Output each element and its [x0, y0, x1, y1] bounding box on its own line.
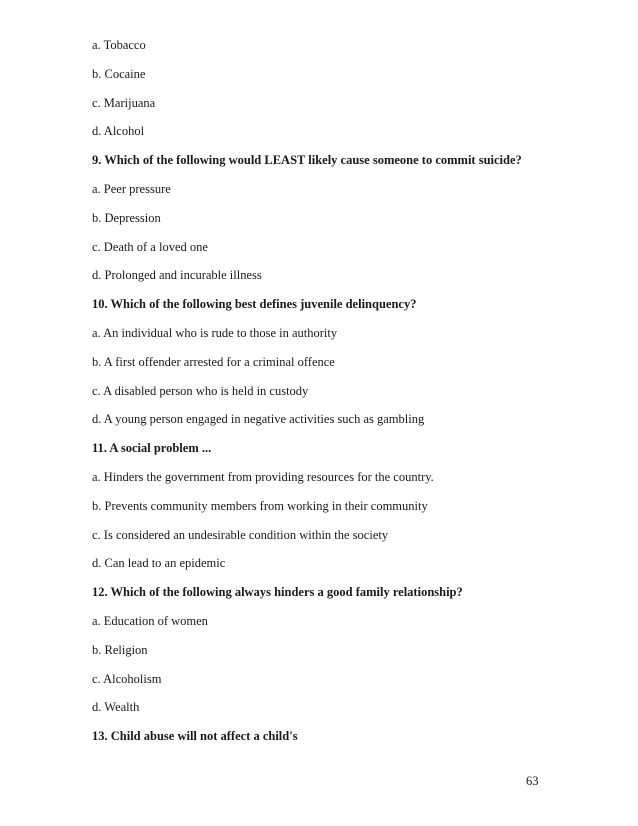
answer-option: d. Alcohol [92, 124, 145, 138]
answer-option: b. Cocaine [92, 67, 146, 81]
answer-option: b. Religion [92, 643, 148, 657]
page-number: 63 [526, 774, 539, 788]
question-text: 10. Which of the following best defines juvenile delinquency? [92, 297, 417, 311]
answer-option: d. Prolonged and incurable illness [92, 268, 262, 282]
question-text: 13. Child abuse will not affect a child's [92, 729, 298, 743]
answer-option: a. Education of women [92, 614, 208, 628]
answer-option: d. Wealth [92, 700, 140, 714]
answer-option: c. Death of a loved one [92, 240, 208, 254]
answer-option: c. Is considered an undesirable condition within the society [92, 528, 389, 542]
answer-option: a. Peer pressure [92, 182, 171, 196]
answer-option: a. An individual who is rude to those in authority [92, 326, 338, 340]
answer-option: b. A first offender arrested for a criminal offence [92, 355, 335, 369]
answer-option: d. A young person engaged in negative activities such as gambling [92, 412, 425, 426]
answer-option: b. Prevents community members from working in their community [92, 499, 428, 513]
answer-option: a. Tobacco [92, 38, 146, 52]
answer-option: c. Alcoholism [92, 672, 162, 686]
answer-option: d. Can lead to an epidemic [92, 556, 226, 570]
question-text: 11. A social problem ... [92, 441, 212, 455]
answer-option: b. Depression [92, 211, 161, 225]
answer-option: a. Hinders the government from providing resources for the country. [92, 470, 434, 484]
question-text: 12. Which of the following always hinders a good family relationship? [92, 585, 463, 599]
question-text: 9. Which of the following would LEAST likely cause someone to commit suicide? [92, 153, 522, 167]
answer-option: c. Marijuana [92, 96, 156, 110]
answer-option: c. A disabled person who is held in custody [92, 384, 309, 398]
